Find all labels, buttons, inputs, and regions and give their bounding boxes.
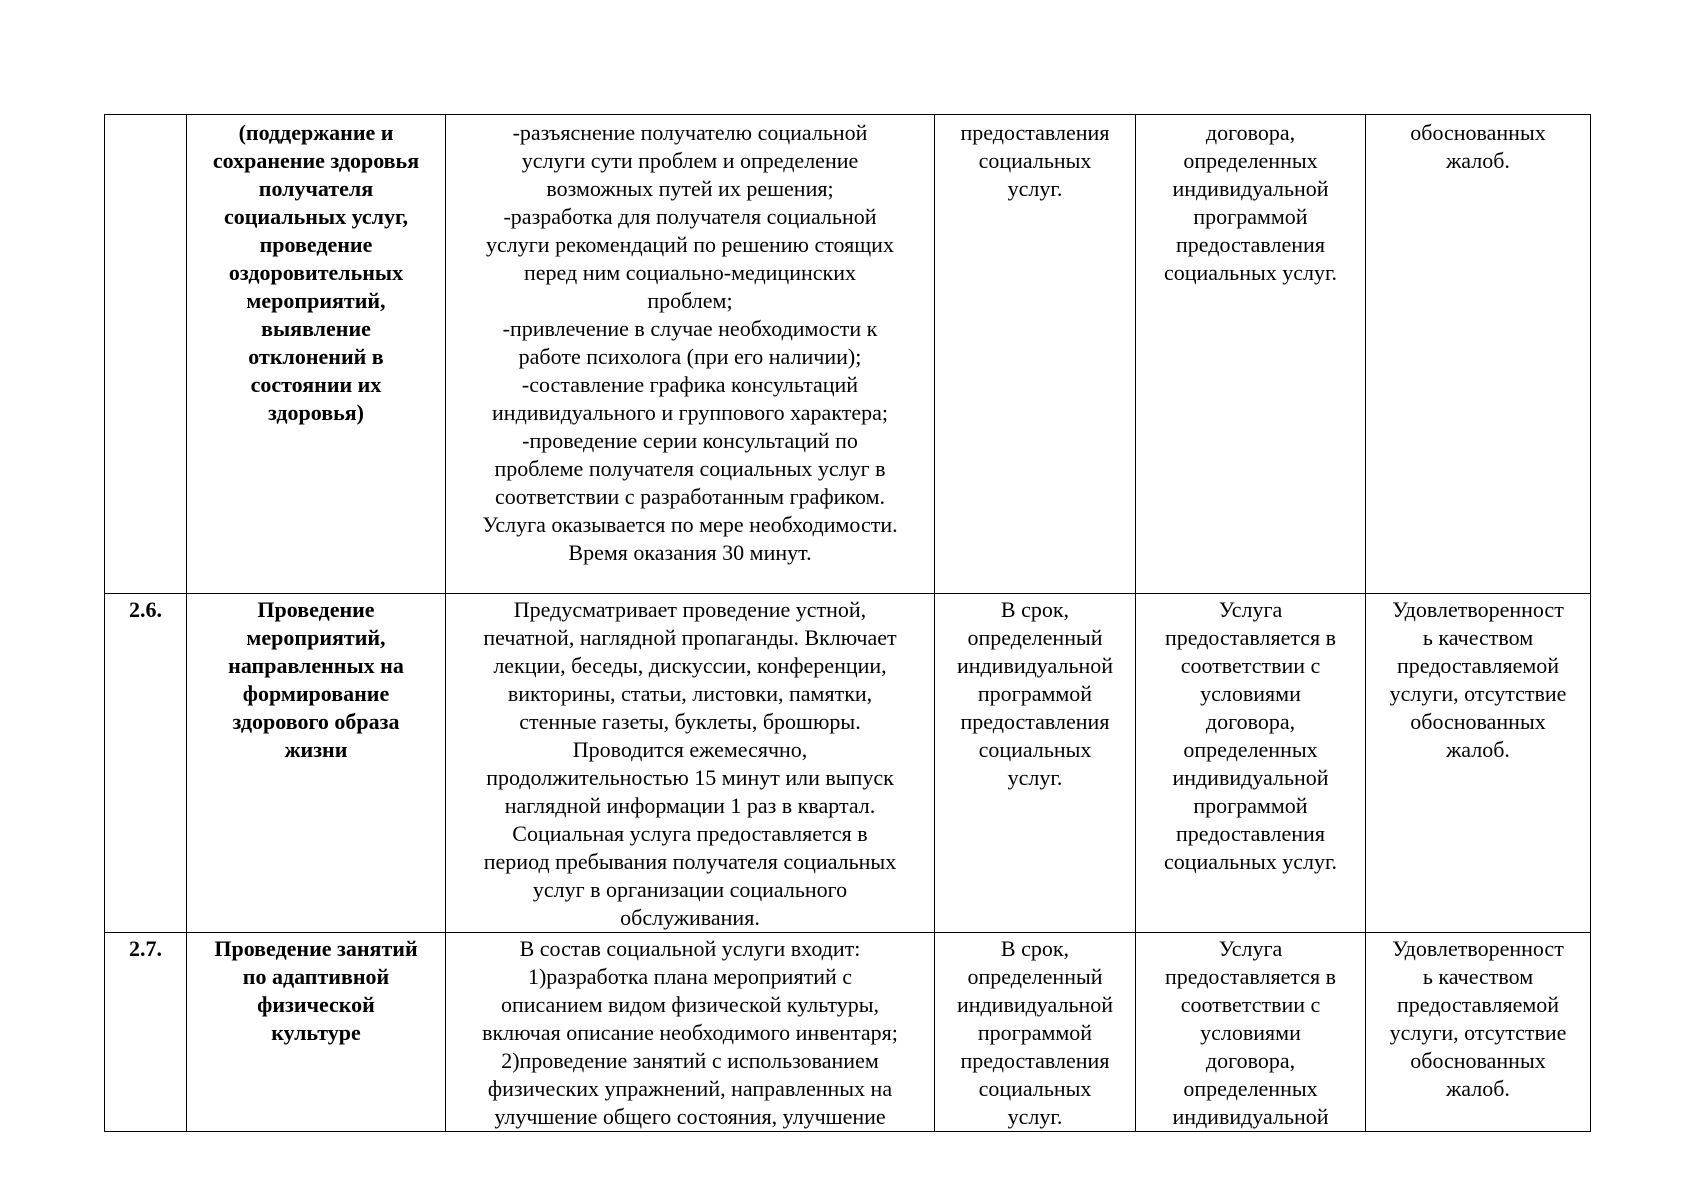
text-line: предоставления: [1176, 821, 1325, 846]
text-line: Услуга: [1218, 936, 1283, 961]
text-line: определенный: [967, 964, 1103, 989]
service-quality: [1366, 115, 1591, 594]
text-line: программой: [977, 681, 1093, 706]
table-row: [105, 594, 1591, 933]
text-line: физических упражнений, направленных на: [487, 1076, 893, 1101]
text-line: предоставляемой: [1396, 653, 1560, 678]
text-line: обоснованных: [1410, 1048, 1546, 1073]
text-line: оздоровительных: [228, 260, 404, 285]
text-line: состоянии их: [250, 372, 382, 397]
text-line: Социальная услуга предоставляется в: [512, 821, 868, 846]
text-line: условиями: [1200, 681, 1301, 706]
text-line: продолжительностью 15 минут или выпуск: [486, 765, 894, 790]
text-line: печатной, наглядной пропаганды. Включает: [483, 625, 897, 650]
table-row: [105, 115, 1591, 594]
text-line: проблем;: [647, 288, 733, 313]
text-line: Проводится ежемесячно,: [572, 737, 808, 762]
text-line: услуг.: [1007, 176, 1063, 201]
text-line: В срок,: [1000, 597, 1070, 622]
text-line: обоснованных: [1410, 709, 1546, 734]
text-line: выявление: [261, 316, 371, 341]
service-description: [446, 933, 935, 1132]
row-number: 2.6.: [105, 594, 187, 933]
text-line: -составление графика консультаций: [521, 372, 859, 397]
text-line: социальных услуг.: [1163, 849, 1338, 874]
text-line: стенные газеты, буклеты, брошюры.: [519, 709, 861, 734]
text-line: Услуга: [1218, 597, 1283, 622]
text-line: предоставления: [960, 709, 1110, 734]
row-number: [105, 115, 187, 594]
text-line: (поддержание и: [238, 120, 394, 145]
text-line: программой: [1193, 793, 1308, 818]
service-term: [935, 594, 1136, 933]
service-conditions: [1136, 115, 1366, 594]
text-line: -разъяснение получателю социальной: [512, 120, 868, 145]
service-name: [187, 594, 446, 933]
text-line: договора,: [1205, 709, 1296, 734]
text-line: жалоб.: [1446, 148, 1510, 173]
text-line: социальных услуг,: [223, 204, 409, 229]
text-line: викторины, статьи, листовки, памятки,: [507, 681, 873, 706]
service-term: [935, 115, 1136, 594]
text-line: Проведение занятий: [214, 936, 418, 961]
text-line: отклонений в: [248, 344, 384, 369]
service-conditions: [1136, 594, 1366, 933]
text-line: мероприятий,: [246, 288, 386, 313]
service-term: [935, 933, 1136, 1132]
text-line: индивидуальной: [1172, 1104, 1329, 1129]
text-line: индивидуальной: [956, 653, 1114, 678]
text-line: 2)проведение занятий с использованием: [501, 1048, 879, 1073]
text-line: возможных путей их решения;: [546, 176, 834, 201]
text-line: здорового образа: [232, 709, 400, 734]
text-line: социальных: [978, 737, 1092, 762]
text-line: обоснованных: [1410, 120, 1546, 145]
text-line: проблеме получателя социальных услуг в: [494, 456, 886, 481]
text-line: определенный: [967, 625, 1103, 650]
text-line: определенных: [1183, 1076, 1318, 1101]
text-line: услуг в организации социального: [532, 877, 848, 902]
service-description: [446, 115, 935, 594]
text-line: предоставляется в: [1164, 625, 1336, 650]
text-line: перед ним социально-медицинских: [524, 260, 856, 285]
text-line: физической: [257, 992, 375, 1017]
text-line: предоставляется в: [1164, 964, 1336, 989]
text-line: индивидуальной: [956, 992, 1114, 1017]
text-line: культуре: [271, 1020, 361, 1045]
text-line: Услуга оказывается по мере необходимости.: [482, 512, 898, 537]
text-line: -привлечение в случае необходимости к: [502, 316, 878, 341]
text-line: предоставления: [960, 120, 1110, 145]
service-name: [187, 933, 446, 1132]
row-number: 2.7.: [105, 933, 187, 1132]
text-line: -проведение серии консультаций по: [522, 428, 858, 453]
text-line: жалоб.: [1446, 1076, 1510, 1101]
text-line: формирование: [242, 681, 390, 706]
text-line: получателя: [258, 176, 374, 201]
service-description: [446, 594, 935, 933]
text-line: условиями: [1200, 1020, 1301, 1045]
text-line: 1)разработка плана мероприятий с: [527, 964, 853, 989]
text-line: В срок,: [1000, 936, 1070, 961]
text-line: мероприятий,: [246, 625, 386, 650]
text-line: договора,: [1205, 1048, 1296, 1073]
text-line: социальных: [978, 1076, 1092, 1101]
text-line: социальных услуг.: [1163, 260, 1338, 285]
text-line: Удовлетворенност: [1392, 936, 1564, 961]
text-line: ь качеством: [1422, 964, 1534, 989]
table-row: [105, 933, 1591, 1132]
service-name: [187, 115, 446, 594]
text-line: направленных на: [228, 653, 404, 678]
text-line: -разработка для получателя социальной: [503, 204, 877, 229]
text-line: договора,: [1205, 120, 1296, 145]
text-line: предоставляемой: [1396, 992, 1560, 1017]
text-line: услуг.: [1007, 1104, 1063, 1129]
text-line: наглядной информации 1 раз в квартал.: [504, 793, 876, 818]
text-line: период пребывания получателя социальных: [483, 849, 897, 874]
text-line: индивидуального и группового характера;: [492, 400, 888, 425]
text-line: соответствии с: [1180, 992, 1321, 1017]
text-line: работе психолога (при его наличии);: [518, 344, 862, 369]
text-line: Предусматривает проведение устной,: [513, 597, 867, 622]
text-line: здоровья): [267, 400, 364, 425]
text-line: жизни: [284, 737, 348, 762]
text-line: В состав социальной услуги входит:: [519, 936, 861, 961]
service-quality: [1366, 933, 1591, 1132]
text-line: обслуживания.: [620, 905, 760, 930]
text-line: услуг.: [1007, 765, 1063, 790]
text-line: определенных: [1183, 148, 1318, 173]
text-line: услуги сути проблем и определение: [521, 148, 859, 173]
text-line: Проведение: [257, 597, 375, 622]
text-line: соответствии с: [1180, 653, 1321, 678]
text-line: программой: [1193, 204, 1308, 229]
services-table: [104, 114, 1591, 1132]
text-line: описанием видом физической культуры,: [500, 992, 880, 1017]
text-line: индивидуальной: [1172, 765, 1329, 790]
text-line: ь качеством: [1422, 625, 1534, 650]
text-line: Удовлетворенност: [1392, 597, 1564, 622]
text-line: предоставления: [960, 1048, 1110, 1073]
text-line: услуги, отсутствие: [1389, 1020, 1567, 1045]
text-line: включая описание необходимого инвентаря;: [482, 1020, 898, 1045]
text-line: определенных: [1183, 737, 1318, 762]
service-conditions: [1136, 933, 1366, 1132]
text-line: улучшение общего состояния, улучшение: [494, 1104, 886, 1129]
text-line: услуги, отсутствие: [1389, 681, 1567, 706]
service-quality: [1366, 594, 1591, 933]
text-line: Время оказания 30 минут.: [568, 540, 812, 565]
text-line: лекции, беседы, дискуссии, конференции,: [493, 653, 887, 678]
text-line: сохранение здоровья: [212, 148, 420, 173]
text-line: проведение: [259, 232, 373, 257]
text-line: предоставления: [1176, 232, 1325, 257]
text-line: по адаптивной: [242, 964, 390, 989]
text-line: услуги рекомендаций по решению стоящих: [486, 232, 894, 257]
text-line: программой: [977, 1020, 1093, 1045]
text-line: социальных: [978, 148, 1092, 173]
text-line: соответствии с разработанным графиком.: [495, 484, 885, 509]
text-line: индивидуальной: [1172, 176, 1329, 201]
text-line: жалоб.: [1446, 737, 1510, 762]
